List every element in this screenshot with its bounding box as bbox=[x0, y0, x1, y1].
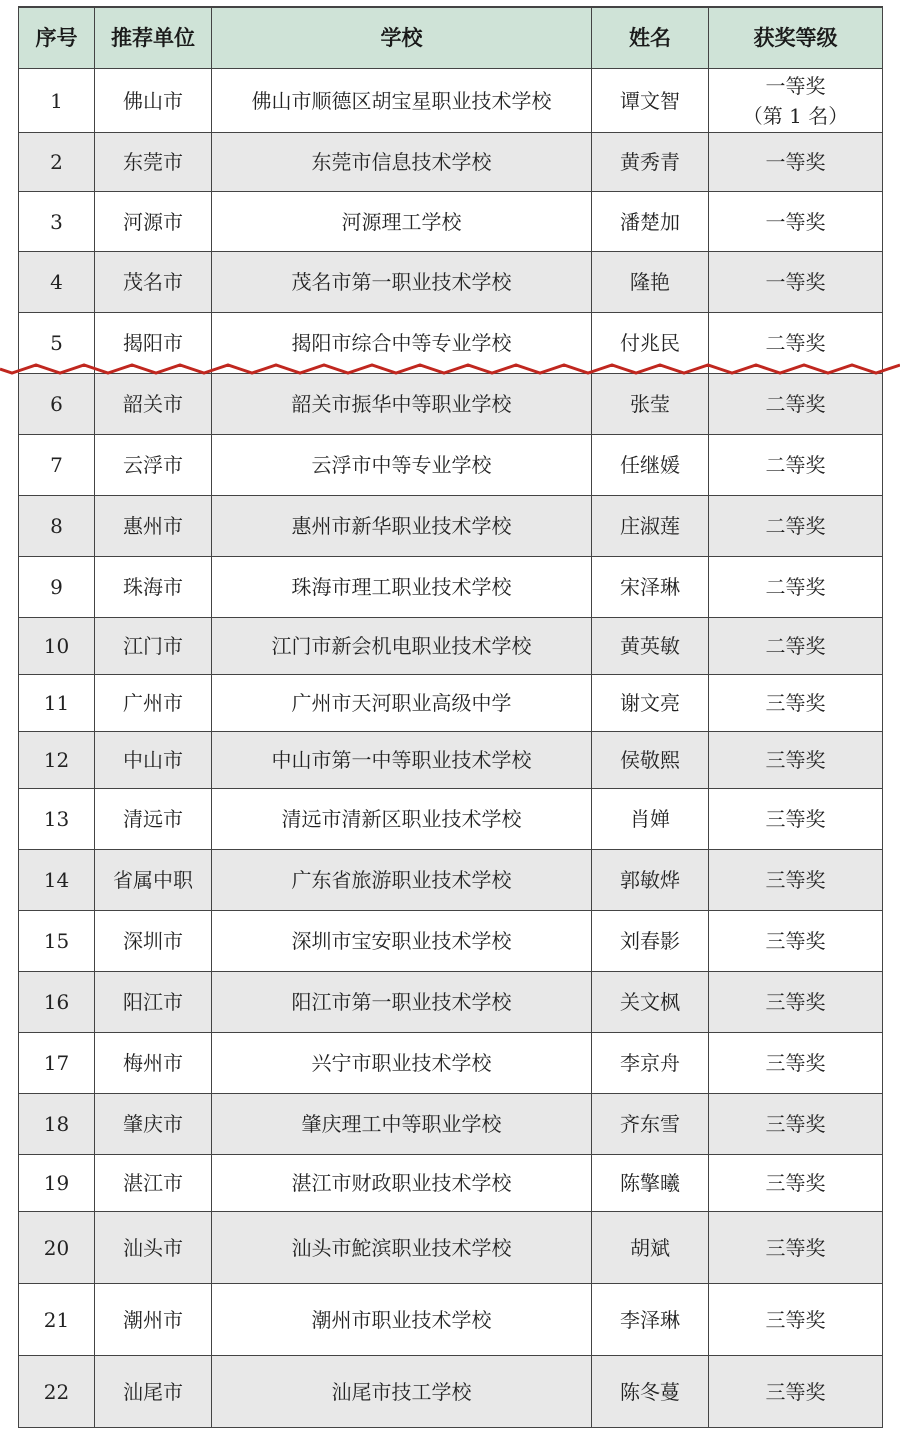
cell-unit: 韶关市 bbox=[95, 374, 212, 434]
award-level: 三等奖 bbox=[765, 748, 826, 772]
cell-award bbox=[709, 1033, 883, 1093]
cell-unit: 云浮市 bbox=[95, 435, 212, 495]
award-level: 一等奖 bbox=[765, 73, 826, 98]
cell-unit: 汕尾市 bbox=[95, 1356, 212, 1427]
cell-award bbox=[709, 133, 883, 191]
award-rank-note: （第 1 名） bbox=[742, 103, 849, 128]
cell-name: 付兆民 bbox=[592, 313, 709, 373]
cell-award bbox=[709, 1212, 883, 1283]
award-level: 三等奖 bbox=[765, 990, 826, 1014]
cell-unit: 汕头市 bbox=[95, 1212, 212, 1283]
cell-name: 刘春影 bbox=[592, 911, 709, 971]
cell-name: 黄英敏 bbox=[592, 618, 709, 674]
cell-award bbox=[709, 1094, 883, 1154]
table-row bbox=[19, 496, 883, 557]
award-level: 三等奖 bbox=[765, 929, 826, 953]
cell-unit: 江门市 bbox=[95, 618, 212, 674]
cell-award bbox=[709, 972, 883, 1032]
cell-unit: 潮州市 bbox=[95, 1284, 212, 1355]
cell-school: 珠海市理工职业技术学校 bbox=[212, 557, 592, 617]
cell-unit: 珠海市 bbox=[95, 557, 212, 617]
cell-award bbox=[709, 374, 883, 434]
table-row bbox=[19, 133, 883, 192]
cell-school: 江门市新会机电职业技术学校 bbox=[212, 618, 592, 674]
cell-index: 17 bbox=[19, 1033, 95, 1093]
cell-award bbox=[709, 850, 883, 910]
header-school: 学校 bbox=[212, 8, 592, 68]
cell-school: 兴宁市职业技术学校 bbox=[212, 1033, 592, 1093]
cell-school: 惠州市新华职业技术学校 bbox=[212, 496, 592, 556]
header-award: 获奖等级 bbox=[709, 8, 883, 68]
cell-school: 河源理工学校 bbox=[212, 192, 592, 251]
cell-name: 潘楚加 bbox=[592, 192, 709, 251]
cell-unit: 中山市 bbox=[95, 732, 212, 788]
cell-unit: 揭阳市 bbox=[95, 313, 212, 373]
cell-unit: 梅州市 bbox=[95, 1033, 212, 1093]
cell-school: 清远市清新区职业技术学校 bbox=[212, 789, 592, 849]
cell-index: 14 bbox=[19, 850, 95, 910]
table-row bbox=[19, 850, 883, 911]
table-row bbox=[19, 618, 883, 675]
award-level: 一等奖 bbox=[765, 209, 826, 234]
header-name: 姓名 bbox=[592, 8, 709, 68]
table-row bbox=[19, 374, 883, 435]
cell-school: 揭阳市综合中等专业学校 bbox=[212, 313, 592, 373]
cell-school: 阳江市第一职业技术学校 bbox=[212, 972, 592, 1032]
table-row bbox=[19, 911, 883, 972]
cell-award bbox=[709, 732, 883, 788]
table-row bbox=[19, 557, 883, 618]
cell-name: 任继媛 bbox=[592, 435, 709, 495]
cell-unit: 省属中职 bbox=[95, 850, 212, 910]
cell-unit: 广州市 bbox=[95, 675, 212, 731]
cell-school: 汕头市鮀滨职业技术学校 bbox=[212, 1212, 592, 1283]
table-row bbox=[19, 1284, 883, 1356]
table-row bbox=[19, 1356, 883, 1428]
table-row bbox=[19, 675, 883, 732]
cell-award bbox=[709, 675, 883, 731]
cell-unit: 茂名市 bbox=[95, 252, 212, 312]
table-row bbox=[19, 789, 883, 850]
award-level: 二等奖 bbox=[765, 453, 826, 477]
cell-award bbox=[709, 496, 883, 556]
table-row bbox=[19, 1094, 883, 1155]
table-row bbox=[19, 69, 883, 133]
table-row bbox=[19, 972, 883, 1033]
award-level: 二等奖 bbox=[765, 392, 826, 416]
cell-unit: 清远市 bbox=[95, 789, 212, 849]
header-unit: 推荐单位 bbox=[95, 8, 212, 68]
table-row bbox=[19, 1212, 883, 1284]
cell-unit: 湛江市 bbox=[95, 1155, 212, 1211]
cell-index: 12 bbox=[19, 732, 95, 788]
cell-name: 关文枫 bbox=[592, 972, 709, 1032]
cell-name: 郭敏烨 bbox=[592, 850, 709, 910]
cell-index: 7 bbox=[19, 435, 95, 495]
cell-name: 隆艳 bbox=[592, 252, 709, 312]
award-level: 三等奖 bbox=[765, 868, 826, 892]
table-row bbox=[19, 732, 883, 789]
award-level: 二等奖 bbox=[765, 514, 826, 538]
cell-name: 胡斌 bbox=[592, 1212, 709, 1283]
cell-unit: 惠州市 bbox=[95, 496, 212, 556]
cell-name: 宋泽琳 bbox=[592, 557, 709, 617]
cell-index: 18 bbox=[19, 1094, 95, 1154]
cell-index: 5 bbox=[19, 313, 95, 373]
cell-index: 19 bbox=[19, 1155, 95, 1211]
cell-award bbox=[709, 1284, 883, 1355]
award-level: 三等奖 bbox=[765, 807, 826, 831]
cell-index: 10 bbox=[19, 618, 95, 674]
awards-table bbox=[18, 6, 883, 1428]
cell-award bbox=[709, 557, 883, 617]
cell-index: 8 bbox=[19, 496, 95, 556]
table-row bbox=[19, 1033, 883, 1094]
award-level: 二等奖 bbox=[765, 575, 826, 599]
cell-index: 15 bbox=[19, 911, 95, 971]
header-index: 序号 bbox=[19, 8, 95, 68]
cell-index: 21 bbox=[19, 1284, 95, 1355]
cell-award bbox=[709, 618, 883, 674]
cell-name: 张莹 bbox=[592, 374, 709, 434]
cell-index: 9 bbox=[19, 557, 95, 617]
cell-award bbox=[709, 1356, 883, 1427]
cell-school: 汕尾市技工学校 bbox=[212, 1356, 592, 1427]
cell-name: 侯敬熙 bbox=[592, 732, 709, 788]
award-level: 一等奖 bbox=[765, 150, 826, 174]
table-header-row bbox=[19, 8, 883, 69]
cell-school: 韶关市振华中等职业学校 bbox=[212, 374, 592, 434]
cell-name: 陈冬蔓 bbox=[592, 1356, 709, 1427]
cell-school: 广州市天河职业高级中学 bbox=[212, 675, 592, 731]
cell-index: 11 bbox=[19, 675, 95, 731]
cell-award bbox=[709, 252, 883, 312]
cell-index: 13 bbox=[19, 789, 95, 849]
award-level: 一等奖 bbox=[765, 270, 826, 294]
cell-index: 4 bbox=[19, 252, 95, 312]
cell-school: 湛江市财政职业技术学校 bbox=[212, 1155, 592, 1211]
cell-unit: 深圳市 bbox=[95, 911, 212, 971]
cell-index: 2 bbox=[19, 133, 95, 191]
cell-name: 陈擎曦 bbox=[592, 1155, 709, 1211]
cell-index: 6 bbox=[19, 374, 95, 434]
table-row bbox=[19, 192, 883, 252]
cell-name: 肖婵 bbox=[592, 789, 709, 849]
cell-name: 谢文亮 bbox=[592, 675, 709, 731]
award-level: 三等奖 bbox=[765, 1307, 826, 1332]
cell-school: 茂名市第一职业技术学校 bbox=[212, 252, 592, 312]
cell-unit: 阳江市 bbox=[95, 972, 212, 1032]
table-row bbox=[19, 1155, 883, 1212]
cell-index: 1 bbox=[19, 69, 95, 132]
cell-school: 肇庆理工中等职业学校 bbox=[212, 1094, 592, 1154]
cell-index: 20 bbox=[19, 1212, 95, 1283]
cell-name: 黄秀青 bbox=[592, 133, 709, 191]
award-level: 三等奖 bbox=[765, 1171, 826, 1195]
red-wavy-line bbox=[0, 358, 900, 380]
cell-award bbox=[709, 789, 883, 849]
award-level: 三等奖 bbox=[765, 1051, 826, 1075]
award-level: 三等奖 bbox=[765, 691, 826, 715]
cell-school: 佛山市顺德区胡宝星职业技术学校 bbox=[212, 69, 592, 132]
cell-name: 谭文智 bbox=[592, 69, 709, 132]
cell-award bbox=[709, 435, 883, 495]
cell-unit: 佛山市 bbox=[95, 69, 212, 132]
cell-unit: 东莞市 bbox=[95, 133, 212, 191]
table-row bbox=[19, 252, 883, 313]
cell-index: 3 bbox=[19, 192, 95, 251]
cell-school: 潮州市职业技术学校 bbox=[212, 1284, 592, 1355]
award-level: 三等奖 bbox=[765, 1235, 826, 1260]
cell-award bbox=[709, 1155, 883, 1211]
cell-award bbox=[709, 69, 883, 132]
cell-name: 齐东雪 bbox=[592, 1094, 709, 1154]
cell-name: 李泽琳 bbox=[592, 1284, 709, 1355]
cell-unit: 肇庆市 bbox=[95, 1094, 212, 1154]
table-row bbox=[19, 435, 883, 496]
cell-school: 云浮市中等专业学校 bbox=[212, 435, 592, 495]
cell-index: 22 bbox=[19, 1356, 95, 1427]
cell-school: 东莞市信息技术学校 bbox=[212, 133, 592, 191]
cell-school: 广东省旅游职业技术学校 bbox=[212, 850, 592, 910]
award-level: 二等奖 bbox=[765, 331, 826, 355]
table-body bbox=[19, 69, 883, 1428]
cell-award bbox=[709, 192, 883, 251]
award-level: 二等奖 bbox=[765, 634, 826, 658]
cell-name: 李京舟 bbox=[592, 1033, 709, 1093]
cell-unit: 河源市 bbox=[95, 192, 212, 251]
cell-award bbox=[709, 911, 883, 971]
cell-school: 中山市第一中等职业技术学校 bbox=[212, 732, 592, 788]
cell-index: 16 bbox=[19, 972, 95, 1032]
cell-school: 深圳市宝安职业技术学校 bbox=[212, 911, 592, 971]
cell-name: 庄淑莲 bbox=[592, 496, 709, 556]
award-level: 三等奖 bbox=[765, 1112, 826, 1136]
award-level: 三等奖 bbox=[765, 1379, 826, 1404]
